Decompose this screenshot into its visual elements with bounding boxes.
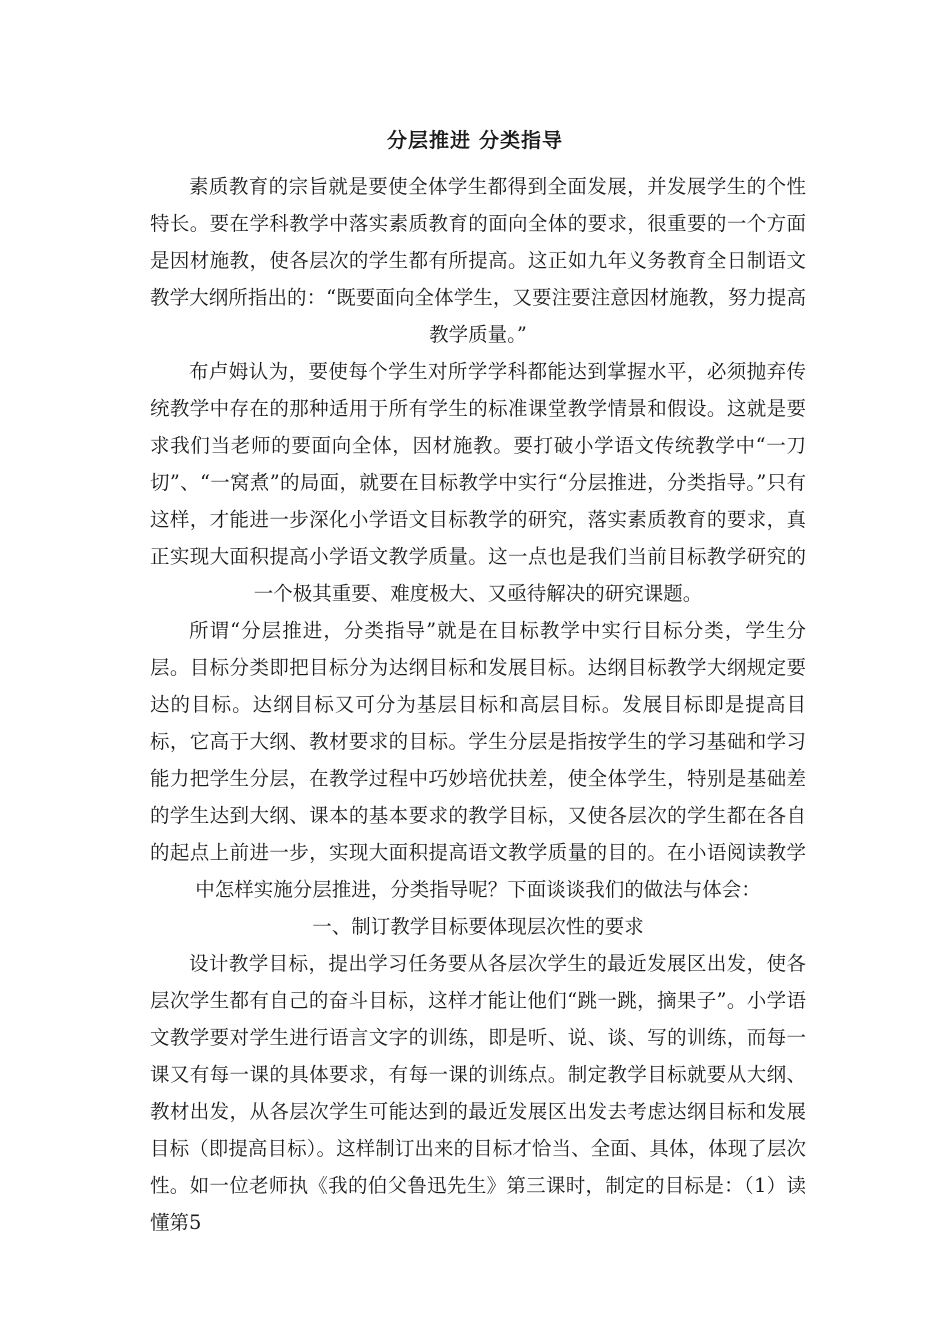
paragraph-1: 素质教育的宗旨就是要使全体学生都得到全面发展，并发展学生的个性特长。要在学科教学中落实素质教育的面向全体的要求，很重要的一个方面是因材施教，使各层次的学生都有所提高。这正如九年义务教育全日制语文教学大纲所指出的：“既要面向全体学生，又要注要注意因材施教，努力提高教学质量。” — [150, 175, 806, 346]
document-body — [150, 168, 806, 1241]
paragraph-2: 布卢姆认为，要使每个学生对所学学科都能达到掌握水平，必须抛弃传统教学中存在的那种适用于所有学生的标准课堂教学情景和假设。这就是要求我们当老师的要面向全体，因材施教。要打破小学语文传统教学中“一刀切”、“一窝煮”的局面，就要在目标教学中实行“分层推进，分类指导。”只有这样，才能进一步深化小学语文目标教学的研究，落实素质教育的要求，真正实现大面积提高小学语文教学质量。这一点也是我们当前目标教学研究的一个极其重要、难度极大、又亟待解决的研究课题。 — [150, 360, 806, 605]
paragraph-3: 所谓“分层推进，分类指导”就是在目标教学中实行目标分类，学生分层。目标分类即把目标分为达纲目标和发展目标。达纲目标教学大纲规定要达的目标。达纲目标又可分为基层目标和高层目标。发展目标即是提高目标，它高于大纲、教材要求的目标。学生分层是指按学生的学习基础和学习能力把学生分层，在教学过程中巧妙培优扶差，使全体学生，特别是基础差的学生达到大纲、课本的基本要求的教学目标，又使各层次的学生都在各自的起点上前进一步，实现大面积提高语文教学质量的目的。在小语阅读教学中怎样实施分层推进，分类指导呢？下面谈谈我们的做法与体会： — [150, 619, 806, 901]
document-title: 分层推进 分类指导 — [387, 128, 563, 152]
section-heading: 一、制订教学目标要体现层次性的要求 — [312, 915, 644, 938]
section-paragraph: 设计教学目标，提出学习任务要从各层次学生的最近发展区出发，使各层次学生都有自己的奋斗目标，这样才能让他们“跳一跳，摘果子”。小学语文教学要对学生进行语言文字的训练，即是听、说、谈、写的训练，而每一课又有每一课的具体要求，有每一课的训练点。制定教学目标就要从大纲、教材出发，从各层次学生可能达到的最近发展区出发去考虑达纲目标和发展目标（即提高目标）。这样制订出来的目标才恰当、全面、具体，体现了层次性。如一位老师执《我的伯父鲁迅先生》第三课时，制定的目标是：（1）读懂第5 — [150, 952, 806, 1234]
